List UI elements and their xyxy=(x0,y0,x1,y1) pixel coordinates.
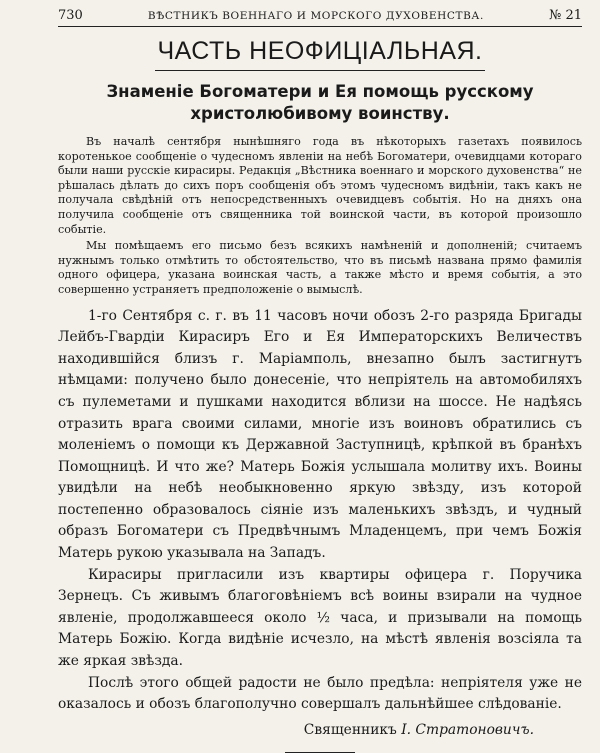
section-title: ЧАСТЬ НЕОФИЦІАЛЬНАЯ. xyxy=(155,37,485,71)
signature-name: I. Стратоновичъ. xyxy=(401,721,534,738)
intro-paragraph: Мы помѣщаемъ его письмо безъ всякихъ намѣненій и дополненій; считаемъ нужнымъ только отмѣтить то обстоятельство, что въ письмѣ названа прямо фамилія одного офицера, указана воинская часть, а также мѣсто и время событія, а это совершенно устраняетъ предположеніе о вымыслѣ. xyxy=(58,239,582,296)
issue-number: № 21 xyxy=(549,8,582,23)
signature-role: Священникъ xyxy=(303,721,397,738)
body-paragraph: Кирасиры пригласили изъ квартиры офицера г. Поручика Зернецъ. Съ живымъ благоговѣніемъ всѣ воины взирали на чудное явленіе, продолжавшееся около ½ часа, и призывали на помощь Матерь Божію. Когда видѣніе исчезло, на мѣстѣ явленія возсіяла та же яркая звѣзда. xyxy=(58,566,582,670)
letter-body xyxy=(58,306,582,716)
body-paragraph: Послѣ этого общей радости не было предѣла: непріятеля уже не оказалось и обозъ благополучно совершалъ дальнѣйшее слѣдованіе. xyxy=(58,674,582,713)
intro-paragraph: Въ началѣ сентября нынѣшняго года въ нѣкоторыхъ газетахъ появилось коротенькое сообщеніе о чудесномъ явленіи на небѣ Богоматери, очевидцами котораго были наши русскіе кирасиры. Редакція „Вѣстника военнаго и морского духовенства“ не рѣшалась дѣлать до сихъ поръ сообщенія объ этомъ чудесномъ видѣніи, такъ какъ не получала свѣдѣній отъ непосредственныхъ очевидцевъ событія. Но на дняхъ она получила сообщеніе отъ священника той воинской части, въ которой произошло событіе. xyxy=(58,135,582,236)
running-head xyxy=(58,8,582,27)
signature xyxy=(58,722,582,738)
journal-title: ВѢСТНИКЪ ВОЕННАГО И МОРСКОГО ДУХОВЕНСТВА. xyxy=(147,10,484,22)
page-number: 730 xyxy=(58,8,83,23)
editorial-intro xyxy=(58,135,582,298)
article-title: Знаменіе Богоматери и Ея помощь русскому христолюбивому воинству. xyxy=(106,82,534,123)
page xyxy=(58,8,582,753)
body-paragraph: 1-го Сентября с. г. въ 11 часовъ ночи обозъ 2-го разряда Бригады Лейбъ-Гвардіи Кирасиръ Его и Ея Императорскихъ Величествъ находившійся близъ г. Маріамполь, внезапно былъ застигнутъ нѣмцами: получено было донесеніе, что непріятель на автомобиляхъ съ пулеметами и пушками находится вблизи на шоссе. Не надѣясь отразить врага своими силами, многіе изъ воиновъ обратились съ моленіемъ о помощи къ Державной Заступницѣ, крѣпкой въ бранѣхъ Помощницѣ. И что же? Матерь Божія услышала молитву ихъ. Воины увидѣли на небѣ необыкновенно яркую звѣзду, изъ которой постепенно образовалось сіяніе изъ маленькихъ звѣздъ, и чудный образъ Богоматери съ Предвѣчнымъ Младенцемъ, при чемъ Божія Матерь рукою указывала на Западъ. xyxy=(58,307,582,562)
